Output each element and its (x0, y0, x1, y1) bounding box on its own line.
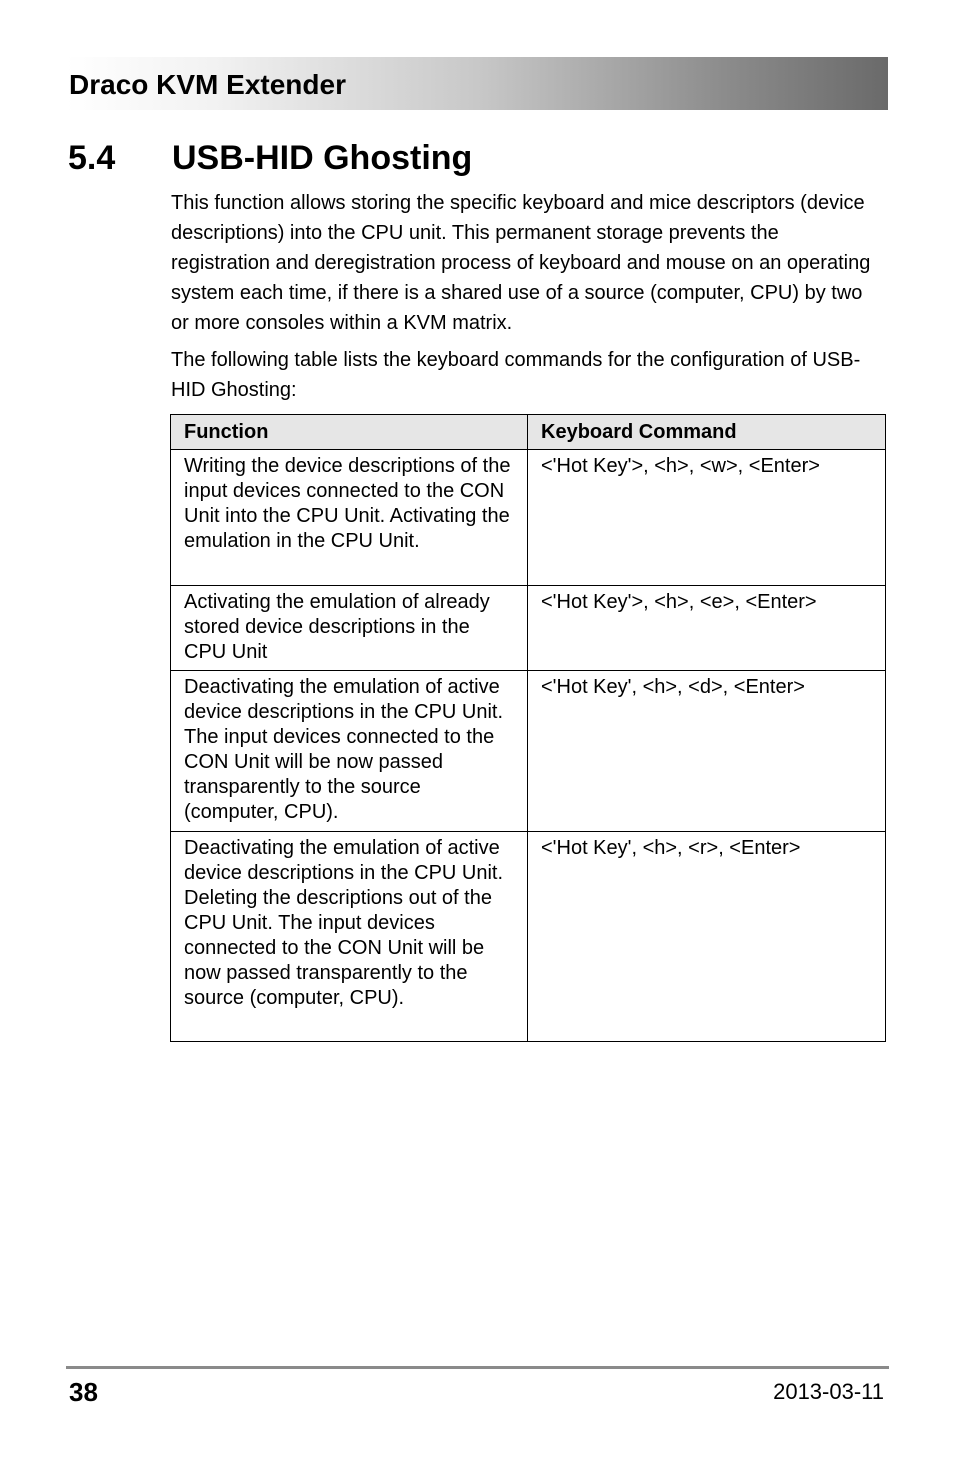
command-cell: <'Hot Key'>, <h>, <e>, <Enter> (528, 586, 886, 671)
function-cell: Activating the emulation of already stored device descriptions in the CPU Unit (171, 586, 528, 671)
footer-date: 2013-03-11 (773, 1379, 884, 1404)
table-row (171, 671, 886, 832)
page-number: 38 (69, 1377, 98, 1407)
section-number: 5.4 (68, 139, 116, 177)
document-title: Draco KVM Extender (69, 69, 346, 100)
column-header-function: Function (171, 415, 528, 450)
function-cell: Writing the device descriptions of the input devices connected to the CON Unit into the CPU Unit. Activating the emulation in the CPU Unit. (171, 450, 528, 586)
table-header-row (171, 415, 886, 450)
function-cell: Deactivating the emulation of active device descriptions in the CPU Unit. Deleting the descriptions out of the CPU Unit. The input devices connected to the CON Unit will be now passed transparently to the source (computer, CPU). (171, 832, 528, 1042)
keyboard-command-table (170, 414, 886, 1042)
table-row (171, 450, 886, 586)
section-title: USB-HID Ghosting (172, 139, 473, 177)
table-row (171, 586, 886, 671)
command-cell: <'Hot Key'>, <h>, <w>, <Enter> (528, 450, 886, 586)
command-cell: <'Hot Key', <h>, <d>, <Enter> (528, 671, 886, 832)
footer-divider (66, 1366, 889, 1369)
table-intro-paragraph: The following table lists the keyboard commands for the configuration of USB-HID Ghosting: (171, 349, 861, 401)
table-row (171, 832, 886, 1042)
document-header-bar (66, 57, 888, 110)
column-header-keyboard-command: Keyboard Command (528, 415, 886, 450)
intro-paragraph: This function allows storing the specific keyboard and mice descriptors (device descriptions) into the CPU unit. This permanent storage prevents the registration and deregistration process of keyboard and mouse on an operating system each time, if there is a shared use of a source (computer, CPU) by two or more consoles within a KVM matrix. (171, 192, 871, 334)
command-cell: <'Hot Key', <h>, <r>, <Enter> (528, 832, 886, 1042)
function-cell: Deactivating the emulation of active device descriptions in the CPU Unit. The input devices connected to the CON Unit will be now passed transparently to the source (computer, CPU). (171, 671, 528, 832)
